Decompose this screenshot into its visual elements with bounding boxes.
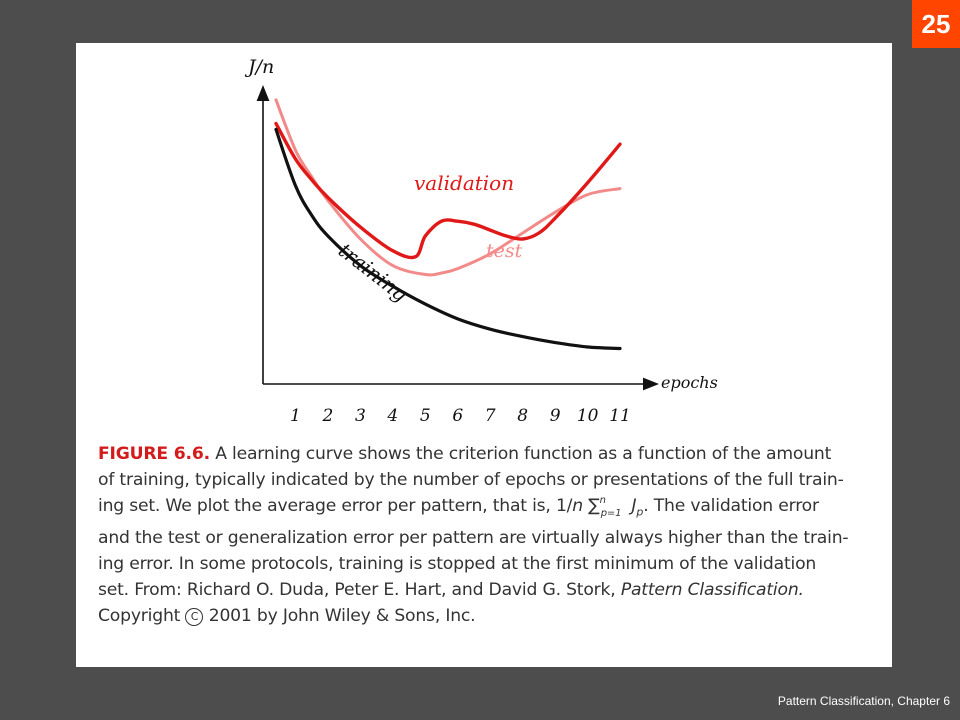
x-tick-label: 11 bbox=[609, 406, 631, 426]
slide-number-badge: 25 bbox=[912, 0, 960, 48]
x-tick-label: 3 bbox=[354, 406, 366, 426]
test-label: test bbox=[486, 240, 523, 262]
sum-expression: ∑$^n_{p=1}$ bbox=[588, 495, 622, 519]
caption-line-6: set. From: Richard O. Duda, Peter E. Hart, and David G. Stork, Pattern Classification. bbox=[98, 580, 804, 601]
x-tick-label: 5 bbox=[419, 406, 431, 426]
x-tick-label: 8 bbox=[517, 406, 529, 426]
x-tick-label: 2 bbox=[322, 406, 334, 426]
figure-caption bbox=[98, 441, 870, 629]
training-label: training bbox=[333, 238, 413, 307]
x-axis-label: epochs bbox=[661, 373, 718, 392]
footer-chapter-label: Pattern Classification, Chapter 6 bbox=[777, 694, 950, 708]
training-curve bbox=[276, 129, 620, 348]
x-tick-label: 10 bbox=[576, 406, 599, 426]
caption-line-4: and the test or generalization error per pattern are virtually always higher than the train- bbox=[98, 528, 849, 549]
copyright-symbol: C bbox=[185, 608, 203, 626]
x-tick-label: 1 bbox=[290, 406, 301, 426]
figure-label: FIGURE 6.6. bbox=[98, 444, 210, 464]
x-tick-label: 6 bbox=[452, 406, 464, 426]
figure-panel bbox=[76, 43, 892, 667]
caption-line-5: ing error. In some protocols, training is stopped at the first minimum of the validation bbox=[98, 554, 817, 575]
x-tick-label: 7 bbox=[484, 406, 496, 426]
x-tick-label: 4 bbox=[387, 406, 399, 426]
caption-line-7: Copyright C 2001 by John Wiley & Sons, Inc. bbox=[98, 606, 476, 627]
y-axis-label: J/n bbox=[248, 56, 275, 78]
caption-line-3: ing set. We plot the average error per pattern, that is, 1/n ∑$^n_{p=1}$ $J_p$. The validation error bbox=[98, 493, 870, 525]
caption-line-1: FIGURE 6.6. A learning curve shows the criterion function as a function of the amount bbox=[98, 444, 832, 464]
caption-line-2: of training, typically indicated by the number of epochs or presentations of the full train- bbox=[98, 470, 844, 490]
learning-curve-chart bbox=[76, 43, 892, 433]
book-title: Pattern Classification. bbox=[620, 580, 804, 601]
validation-label: validation bbox=[414, 171, 515, 195]
x-tick-label: 9 bbox=[549, 406, 561, 426]
